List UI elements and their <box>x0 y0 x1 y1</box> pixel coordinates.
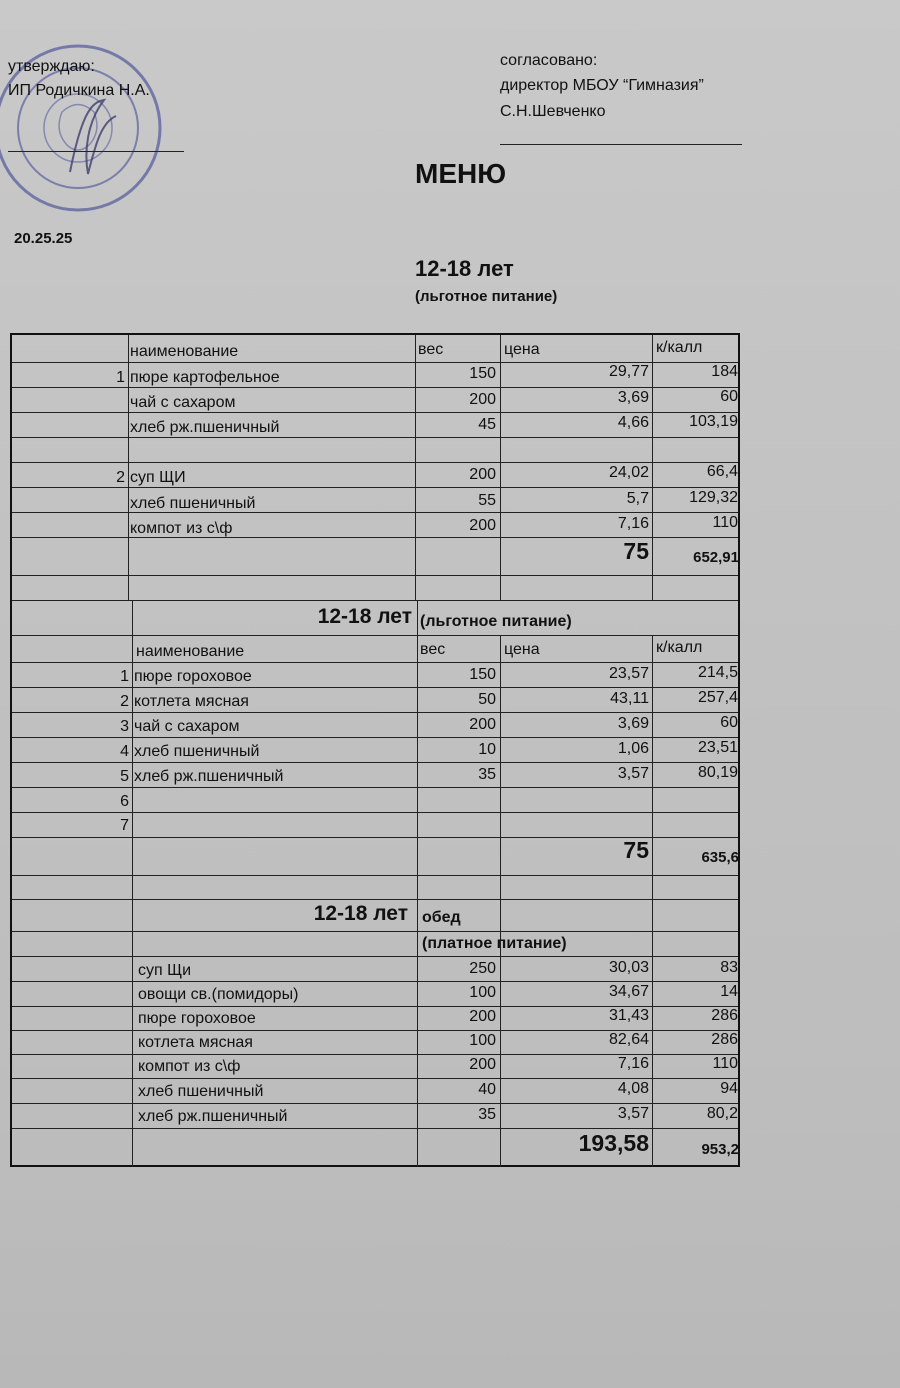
dish-price: 30,03 <box>608 959 649 976</box>
dish-weight: 200 <box>469 517 496 534</box>
dish-kcal: 80,19 <box>697 764 738 781</box>
dish-weight: 40 <box>478 1081 496 1098</box>
dish-name: хлеб рж.пшеничный <box>138 1108 288 1125</box>
dish-kcal: 129,32 <box>689 489 738 506</box>
dish-weight: 55 <box>478 492 496 509</box>
dish-name: пюре гороховое <box>138 1010 256 1027</box>
dish-kcal: 94 <box>720 1080 738 1097</box>
dish-kcal: 103,19 <box>689 413 738 430</box>
dish-price: 3,57 <box>617 1105 649 1122</box>
total-price: 193,58 <box>578 1130 649 1156</box>
dish-name: суп ЩИ <box>130 469 186 486</box>
dish-weight: 100 <box>469 1032 496 1049</box>
col-header-weight: вес <box>420 641 446 658</box>
total-kcal: 635,6 <box>701 849 739 866</box>
dish-price: 3,69 <box>617 715 649 732</box>
total-kcal: 652,91 <box>693 549 739 566</box>
dish-name: пюре гороховое <box>134 668 252 685</box>
dish-price: 24,02 <box>608 464 649 481</box>
row-number: 6 <box>120 793 129 810</box>
dish-weight: 200 <box>469 466 496 483</box>
dish-kcal: 110 <box>712 514 738 531</box>
dish-kcal: 184 <box>711 363 738 380</box>
dish-name: чай с сахаром <box>130 394 236 411</box>
dish-weight: 150 <box>469 666 496 683</box>
dish-kcal: 14 <box>720 983 738 1000</box>
col-header-price: цена <box>504 341 540 358</box>
row-number: 2 <box>120 693 129 710</box>
dish-name: чай с сахаром <box>134 718 240 735</box>
col-header-kcal: к/калл <box>656 339 703 356</box>
dish-kcal: 23,51 <box>697 739 738 756</box>
row-number: 1 <box>116 369 125 386</box>
agreed-name: С.Н.Шевченко <box>500 103 606 120</box>
dish-kcal: 286 <box>711 1031 738 1048</box>
col-header-name: наименование <box>136 643 245 660</box>
row-number: 3 <box>120 718 129 735</box>
dish-kcal: 66,4 <box>706 463 738 480</box>
dish-kcal: 214,5 <box>697 664 738 681</box>
dish-kcal: 83 <box>720 959 738 976</box>
dish-name: хлеб пшеничный <box>130 495 256 512</box>
section-title: 12-18 лет <box>317 605 412 628</box>
dish-name: хлеб рж.пшеничный <box>130 419 280 436</box>
row-number: 5 <box>120 768 129 785</box>
dish-kcal: 286 <box>711 1007 738 1024</box>
dish-weight: 200 <box>469 1008 496 1025</box>
row-number: 2 <box>116 469 125 486</box>
total-price: 75 <box>623 538 649 564</box>
dish-kcal: 60 <box>720 388 738 405</box>
approve-date: 20.25.25 <box>14 230 73 247</box>
dish-name: компот из с\ф <box>130 520 233 537</box>
agreed-signature-line <box>500 144 742 145</box>
dish-name: компот из с\ф <box>138 1058 241 1075</box>
agreed-label: согласовано: <box>500 52 598 69</box>
dish-price: 29,77 <box>608 363 649 380</box>
dish-weight: 200 <box>469 716 496 733</box>
col-header-kcal: к/калл <box>656 639 703 656</box>
dish-weight: 100 <box>469 984 496 1001</box>
dish-name: пюре картофельное <box>130 369 280 386</box>
row-number: 7 <box>120 817 129 834</box>
dish-kcal: 257,4 <box>697 689 738 706</box>
dish-weight: 200 <box>469 1056 496 1073</box>
total-price: 75 <box>623 837 649 863</box>
dish-kcal: 110 <box>712 1055 738 1072</box>
col-header-name: наименование <box>130 343 239 360</box>
approver-name: ИП Родичкина Н.А. <box>8 82 150 99</box>
dish-price: 4,08 <box>617 1080 649 1097</box>
page-title: МЕНЮ <box>415 158 507 189</box>
age-group-title: 12-18 лет <box>415 256 514 281</box>
dish-name: хлеб рж.пшеничный <box>134 768 284 785</box>
dish-price: 34,67 <box>608 983 649 1000</box>
total-kcal: 953,2 <box>701 1141 739 1158</box>
dish-name: овощи св.(помидоры) <box>138 986 299 1003</box>
dish-weight: 10 <box>478 741 496 758</box>
dish-weight: 50 <box>478 691 496 708</box>
dish-price: 7,16 <box>617 515 649 532</box>
approve-label: утверждаю: <box>8 58 95 75</box>
dish-name: хлеб пшеничный <box>134 743 260 760</box>
col-header-price: цена <box>504 641 540 658</box>
dish-weight: 150 <box>469 365 496 382</box>
approve-signature-line <box>8 151 184 152</box>
dish-price: 7,16 <box>617 1055 649 1072</box>
dish-price: 31,43 <box>608 1007 649 1024</box>
dish-price: 5,7 <box>626 490 649 507</box>
row-number: 4 <box>120 743 129 760</box>
col-header-weight: вес <box>418 341 444 358</box>
age-group-note: (льготное питание) <box>415 288 558 305</box>
menu-table <box>10 333 740 1167</box>
row-number: 1 <box>120 668 129 685</box>
dish-price: 3,57 <box>617 765 649 782</box>
dish-name: котлета мясная <box>138 1034 253 1051</box>
section-title: 12-18 лет <box>313 902 408 925</box>
dish-kcal: 60 <box>720 714 738 731</box>
section-note: (платное питание) <box>422 935 567 952</box>
dish-price: 23,57 <box>608 665 649 682</box>
dish-weight: 200 <box>469 391 496 408</box>
dish-weight: 250 <box>469 960 496 977</box>
agreed-position: директор МБОУ “Гимназия” <box>500 77 704 94</box>
dish-weight: 35 <box>478 1106 496 1123</box>
dish-price: 1,06 <box>617 740 649 757</box>
dish-price: 3,69 <box>617 389 649 406</box>
dish-name: суп Щи <box>138 962 192 979</box>
dish-weight: 35 <box>478 766 496 783</box>
dish-price: 82,64 <box>608 1031 649 1048</box>
dish-name: котлета мясная <box>134 693 249 710</box>
dish-price: 4,66 <box>617 414 649 431</box>
section-note: (льготное питание) <box>420 613 572 630</box>
section-meal-label: обед <box>422 909 461 926</box>
dish-weight: 45 <box>478 416 496 433</box>
dish-kcal: 80,2 <box>706 1105 738 1122</box>
dish-name: хлеб пшеничный <box>138 1083 264 1100</box>
dish-price: 43,11 <box>610 690 649 707</box>
